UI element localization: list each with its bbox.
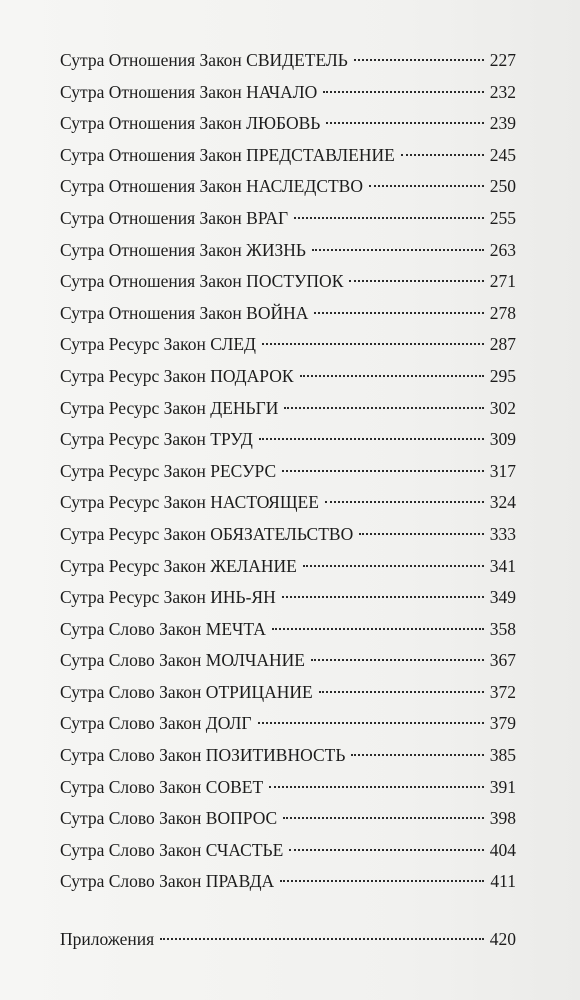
toc-entry-page: 263 [489,239,516,260]
toc-entry-label: Сутра Отношения Закон ЖИЗНЬ [60,239,306,260]
toc-entries [60,45,516,898]
dot-leader [283,817,484,819]
toc-entry[interactable] [60,708,516,740]
toc-entry-label: Сутра Ресурс Закон ПОДАРОК [60,365,294,386]
toc-entry[interactable] [60,108,516,140]
toc-entry[interactable] [60,519,516,551]
toc-entry[interactable] [60,424,516,456]
toc-entry-page: 250 [489,176,516,197]
toc-entry[interactable] [60,266,516,298]
section-gap [60,898,516,924]
toc-entry-page: 379 [489,713,516,734]
toc-entry-label: Сутра Ресурс Закон ЖЕЛАНИЕ [60,555,297,576]
toc-entry[interactable] [60,866,516,898]
toc-entry-label: Сутра Слово Закон ДОЛГ [60,713,252,734]
dot-leader [401,154,484,156]
dot-leader [262,343,484,345]
toc-entry-page: 341 [489,555,516,576]
toc-entry[interactable] [60,803,516,835]
toc-entry[interactable] [60,487,516,519]
toc-entry-label: Сутра Ресурс Закон ТРУД [60,429,253,450]
toc-entry-page: 255 [489,207,516,228]
toc-entry-label: Сутра Отношения Закон ВОЙНА [60,302,309,323]
dot-leader [258,722,484,724]
dot-leader [354,59,484,61]
toc-entry-page: 309 [489,429,516,450]
toc-entry-page: 287 [489,334,516,355]
toc-entry-page: 227 [489,50,516,70]
toc-entry-page: 324 [489,492,516,513]
dot-leader [319,691,484,693]
toc-entry-page: 398 [489,808,516,829]
toc-entry-label: Сутра Слово Закон ПРАВДА [60,871,275,892]
toc-entry-label: Сутра Слово Закон СЧАСТЬЕ [60,839,284,860]
toc-entry[interactable] [60,171,516,203]
toc-entry-label: Сутра Ресурс Закон ИНЬ-ЯН [60,587,276,608]
toc-entry-page: 333 [489,523,516,544]
toc-entry-label: Сутра Отношения Закон НАСЛЕДСТВО [60,176,363,197]
toc-entry[interactable] [60,393,516,425]
toc-entry[interactable] [60,772,516,804]
toc-entry-label: Сутра Слово Закон МОЛЧАНИЕ [60,650,305,671]
toc-entry-page: 302 [489,397,516,418]
dot-leader [351,754,483,756]
toc-entry-label: Сутра Слово Закон ПОЗИТИВНОСТЬ [60,745,346,766]
toc-entry-page: 271 [489,271,516,292]
toc-entry-page: 295 [489,365,516,386]
dot-leader [303,565,484,567]
toc-entry[interactable] [60,235,516,267]
toc-entry-page: 367 [489,650,516,671]
toc-entry-page: 232 [489,81,516,102]
toc-entry-label: Сутра Слово Закон ОТРИЦАНИЕ [60,681,313,702]
dot-leader [369,185,484,187]
toc-entry-label: Сутра Слово Закон МЕЧТА [60,618,266,639]
toc-entry[interactable] [60,140,516,172]
toc-entry-page: 372 [489,681,516,702]
dot-leader [280,880,484,882]
toc-entry[interactable] [60,582,516,614]
toc-entry-label: Сутра Отношения Закон ПРЕДСТАВЛЕНИЕ [60,144,395,165]
toc-entry-label: Сутра Ресурс Закон РЕСУРС [60,460,277,481]
dot-leader [325,501,484,503]
toc-entry-label: Сутра Отношения Закон НАЧАЛО [60,81,318,102]
dot-leader [269,786,484,788]
dot-leader [323,91,483,93]
toc-entry-page: 391 [489,776,516,797]
dot-leader [282,596,484,598]
dot-leader [349,280,483,282]
toc-entry-page: 349 [489,587,516,608]
toc-entry-label: Сутра Отношения Закон ЛЮБОВЬ [60,113,321,134]
dot-leader [284,407,483,409]
toc-entry[interactable] [60,456,516,488]
dot-leader [282,470,484,472]
toc-entry-page: 411 [490,871,516,892]
toc-entry-page: 404 [489,839,516,860]
toc-entry[interactable] [60,551,516,583]
toc-entry[interactable] [60,329,516,361]
dot-leader [259,438,484,440]
toc-entry-page: 420 [489,929,516,950]
dot-leader [311,659,484,661]
toc-entry[interactable] [60,614,516,646]
toc-entry-label: Сутра Ресурс Закон ДЕНЬГИ [60,397,279,418]
toc-entry-page: 385 [489,745,516,766]
toc-entry-page: 278 [489,302,516,323]
toc-entry-label: Сутра Отношения Закон ПОСТУПОК [60,271,344,292]
toc-entry-label: Сутра Слово Закон ВОПРОС [60,808,278,829]
toc-entry-page: 245 [489,144,516,165]
toc-entry-appendix[interactable] [60,924,516,956]
toc-entry[interactable] [60,203,516,235]
toc-entry[interactable] [60,740,516,772]
toc-entry-label: Сутра Слово Закон СОВЕТ [60,776,264,797]
dot-leader [359,533,484,535]
dot-leader [312,249,484,251]
toc-entry-label: Сутра Ресурс Закон ОБЯЗАТЕЛЬСТВО [60,523,354,544]
dot-leader [326,122,483,124]
dot-leader [294,217,484,219]
toc-entry-label: Сутра Ресурс Закон НАСТОЯЩЕЕ [60,492,319,513]
toc-entry[interactable] [60,645,516,677]
table-of-contents [60,45,516,956]
toc-entry[interactable] [60,361,516,393]
toc-entry-label: Сутра Ресурс Закон СЛЕД [60,334,256,355]
toc-entry[interactable] [60,835,516,867]
dot-leader [272,628,484,630]
toc-entry-page: 239 [489,113,516,134]
dot-leader [160,938,484,940]
toc-entry[interactable] [60,298,516,330]
toc-entry[interactable] [60,77,516,109]
toc-entry-label: Сутра Отношения Закон ВРАГ [60,207,289,228]
toc-entry[interactable] [60,677,516,709]
toc-entry[interactable] [60,45,516,77]
dot-leader [314,312,483,314]
dot-leader [300,375,484,377]
toc-entry-label: Приложения [60,929,155,950]
toc-entry-label: Сутра Отношения Закон СВИДЕТЕЛЬ [60,50,348,70]
dot-leader [289,849,483,851]
toc-entry-page: 317 [489,460,516,481]
toc-entry-page: 358 [489,618,516,639]
